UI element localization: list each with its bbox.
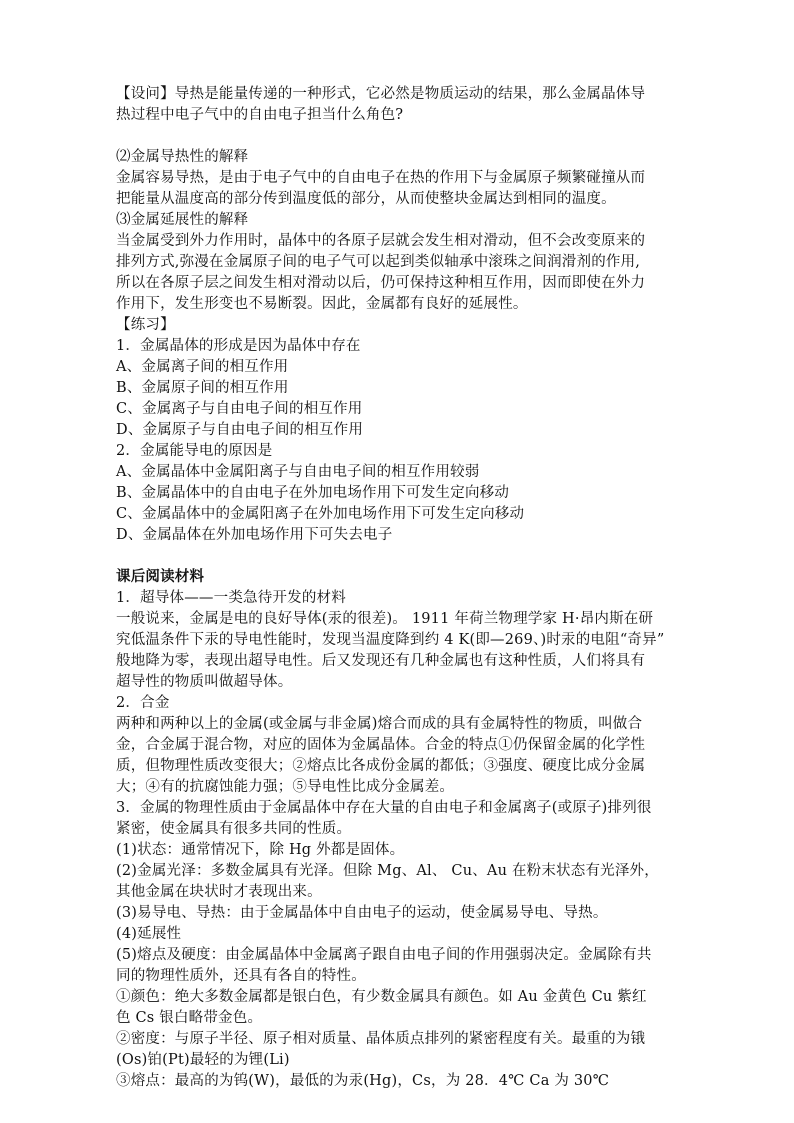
paragraph-line: 所以在各原子层之间发生相对滑动以后，仍可保持这种相互作用，因而即使在外力	[116, 275, 646, 291]
exercise-question: 2．金属能导电的原因是	[116, 443, 273, 459]
feature-item: ③熔点：最高的为钨(W)，最低的为汞(Hg)，Cs，为 28．4℃ Ca 为 30℃	[116, 1073, 610, 1089]
paragraph-line: 紧密，使金属具有很多共同的性质。	[116, 821, 352, 837]
property-item: (4)延展性	[116, 926, 182, 942]
subsection-title: 1．超导体——一类急待开发的材料	[116, 590, 346, 606]
paragraph-line: 作用下，发生形变也不易断裂。因此，金属都有良好的延展性。	[116, 296, 528, 312]
exercise-option: C、金属晶体中的金属阳离子在外加电场作用下可发生定向移动	[116, 506, 525, 522]
spacer	[116, 126, 690, 147]
exercise-option: A、金属晶体中金属阳离子与自由电子间的相互作用较弱	[116, 464, 480, 480]
document-page	[116, 84, 690, 1092]
paragraph-line: 金属容易导热，是由于电子气中的自由电子在热的作用下与金属原子频繁碰撞从而	[116, 170, 646, 186]
section-heading: ⑶金属延展性的解释	[116, 212, 249, 228]
paragraph-line: 大；④有的抗腐蚀能力强；⑤导电性比成分金属差。	[116, 779, 455, 795]
subsection-title: 2．合金	[116, 695, 170, 711]
exercise-option: D、金属原子与自由电子间的相互作用	[116, 422, 364, 438]
exercise-question: 1．金属晶体的形成是因为晶体中存在	[116, 338, 361, 354]
paragraph-line: (Os)铂(Pt)最轻的为锂(Li)	[116, 1052, 290, 1068]
exercise-option: A、金属离子间的相互作用	[116, 359, 289, 375]
paragraph-line: 3．金属的物理性质由于金属晶体中存在大量的自由电子和金属离子(或原子)排列很	[116, 800, 652, 816]
exercise-option: B、金属晶体中的自由电子在外加电场作用下可发生定向移动	[116, 485, 510, 501]
exercise-option: B、金属原子间的相互作用	[116, 380, 289, 396]
paragraph-line: 般地降为零，表现出超导电性。后又发现还有几种金属也有这种性质，人们将具有	[116, 653, 646, 669]
question-line: 【设问】导热是能量传递的一种形式，它必然是物质运动的结果，那么金属晶体导	[116, 86, 646, 102]
paragraph-line: 质，但物理性质改变很大；②熔点比各成份金属的都低；③强度、硬度比成分金属	[116, 758, 646, 774]
paragraph-line: 其他金属在块状时才表现出来。	[116, 884, 322, 900]
paragraph-line: 同的物理性质外，还具有各自的特性。	[116, 968, 366, 984]
paragraph-line: 把能量从温度高的部分传到温度低的部分，从而使整块金属达到相同的温度。	[116, 191, 616, 207]
paragraph-line: 金，合金属于混合物，对应的固体为金属晶体。合金的特点①仍保留金属的化学性	[116, 737, 646, 753]
exercise-option: C、金属离子与自由电子间的相互作用	[116, 401, 363, 417]
property-item: (2)金属光泽：多数金属具有光泽。但除 Mg、Al、 Cu、Au 在粉末状态有光泽外，	[116, 863, 659, 879]
reading-material-heading: 课后阅读材料	[116, 569, 205, 585]
feature-item: ①颜色：绝大多数金属都是银白色，有少数金属具有颜色。如 Au 金黄色 Cu 紫红	[116, 989, 647, 1005]
paragraph-line: 两种和两种以上的金属(或金属与非金属)熔合而成的具有金属特性的物质，叫做合	[116, 716, 643, 732]
property-item: (3)易导电、导热：由于金属晶体中自由电子的运动，使金属易导电、导热。	[116, 905, 608, 921]
paragraph-line: 一般说来，金属是电的良好导体(汞的很差)。 1911 年荷兰物理学家 H·昂内斯在研	[116, 611, 654, 627]
spacer	[116, 546, 690, 567]
paragraph-line: 超导性的物质叫做超导体。	[116, 674, 293, 690]
question-line: 热过程中电子气中的自由电子担当什么角色?	[116, 107, 404, 123]
paragraph-line: 当金属受到外力作用时，晶体中的各原子层就会发生相对滑动，但不会改变原来的	[116, 233, 646, 249]
property-item: (5)熔点及硬度：由金属晶体中金属离子跟自由电子间的作用强弱决定。金属除有共	[116, 947, 652, 963]
exercise-option: D、金属晶体在外加电场作用下可失去电子	[116, 527, 393, 543]
paragraph-line: 究低温条件下汞的导电性能时，发现当温度降到约 4 K(即—269、)时汞的电阻“奇异”	[116, 632, 665, 648]
property-item: (1)状态：通常情况下，除 Hg 外都是固体。	[116, 842, 405, 858]
paragraph-line: 排列方式,弥漫在金属原子间的电子气可以起到类似轴承中滚珠之间润滑剂的作用,	[116, 254, 641, 270]
exercise-heading: 【练习】	[116, 317, 175, 333]
section-heading: ⑵金属导热性的解释	[116, 149, 249, 165]
paragraph-line: 色 Cs 银白略带金色。	[116, 1010, 263, 1026]
feature-item: ②密度：与原子半径、原子相对质量、晶体质点排列的紧密程度有关。最重的为锇	[116, 1031, 646, 1047]
